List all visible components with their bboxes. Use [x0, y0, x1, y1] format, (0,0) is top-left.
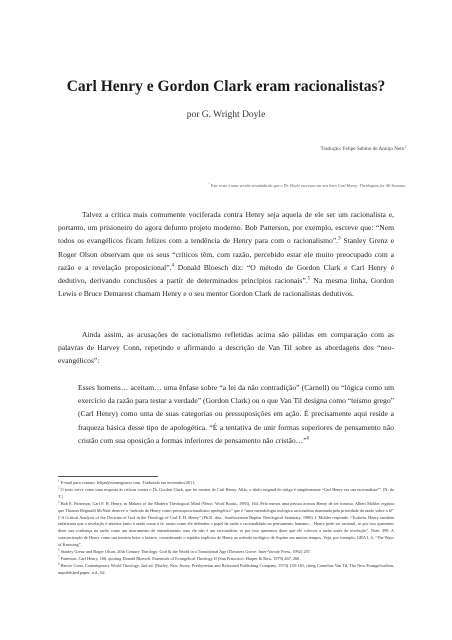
paragraph-text: Na mesma linha, Gordon Lewis e Bruce Demarest chamam Henry e o seu mentor Gordon Clark de racionalistas dedutivos.	[58, 276, 394, 299]
block-quote	[78, 381, 394, 447]
footnote	[58, 501, 394, 549]
article-author: por G. Wright Doyle	[186, 110, 266, 120]
footnote	[58, 555, 394, 566]
paragraph-2	[58, 328, 394, 368]
footnote	[58, 479, 394, 490]
footnote-text: Harvie Conn, Contemporary World Theology, 2nd ed. (Nutley, New Jersey, Presbyterian and Reformed Publishing Company, 1974) 139-140, citing Cornelius Van Til, The New Evangelicalism, unpublished paper, n.d., 62.	[58, 562, 394, 575]
footnote-text: Bob E. Patterson, Carl F. H. Henry, in Makers of the Modern Theological Mind (Waco: Word Books, 1983), 164. Pelo menos uma pessoa acusou Henry de ser tomista. Albert Mohler registra que Thomas Reginald McNeal deserve o “método de Henry como pressuposicionalismo apologético” que é “uma metodologia teológica racionalista dominada pela prioridade da razão sobre a fé” (“A Critical Analysis of the Doctrine of God in the Theology of Carl F. H. Henry” (Ph.D. diss., Southwestern Baptist Theological Seminary, 1986) 1. Mohler responde, “Todavia, Henry também enfatizaria que a revelação é anterior tanto à razão como à fé, assim como ele defendeu o papel da razão e racionalidade no pensamento humano… Henry pode ser racional, se por isso queremos dizer sua confiança na razão como um instrumento de entendimento; mas ele não é um racionalista, se por isso queremos dizer que ele colocou a razão antes da revelação”. Note, 399. A caracterização de Henry como um tomista beira o bizarro, considerando o repúdio explícito de Henry ao método teológico de Aquino em muitos tempos. Veja, por exemplo, GRA I, 4, “The Ways of Knowing”.	[58, 500, 394, 548]
footnote-ref: 5	[307, 276, 311, 282]
footnote-ref: 1	[404, 144, 406, 149]
footnote-number: 3	[58, 500, 60, 504]
footnote-text: O texto serve como uma resposta às críticas contra o Dr. Gordon Clark, que foi mentor de Carl Henry. Aliás, o título original do artigo é simplesmente “Carl Henry era um racionalista?”. [N. do T.]	[58, 486, 394, 499]
paragraph-text: Talvez a crítica mais comumente vociferada contra Henry seja aquela de ele ser um racionalista e, portanto, um prisioneiro do agora defunto projeto moderno. Bob Patterson, por exemplo, escreve que: “Nem todos os evangélicos ficam felizes com a tendência de Henry para com o racionalismo”.	[58, 210, 394, 246]
paragraph-text: Ainda assim, as acusações de racionalismo refletidas acima são pálidas em comparação com as palavras de Harvey Conn, repetindo e afirmando a descrição de Van Til sobre as abordagens dos “neo-evangélicos”:	[58, 330, 394, 366]
footnotes	[58, 480, 394, 577]
footnote-ref: 6	[306, 436, 310, 442]
footnote-text: E-mail para contato: felipe@monergismo.com. Traduzido em novembro/2011.	[60, 480, 196, 485]
paragraph-text: Stanley Grenz e Roger Olson observam que os seus “críticos têm, com razão, percebido estar ele muito preocupado com a razão e a revelação proposicional”.	[58, 236, 394, 272]
footnote-number: 5	[58, 555, 60, 559]
quote-text: Esses homens… aceitam… uma ênfase sobre “a lei da não contradição” (Carnell) ou “lógica como um exercício da razão para testar a verdade” (Gordon Clark) ou o que Van Til designa como “teísmo grego” (Carl Henry) como uma de suas categorias ou pressuposições em ação. É precisamente aqui reside a fraqueza básica desse tipo de apologética. “É a tentativa de unir formas superiores de pensamento não cristão com sua oposição a formas inferiores de pensamento não cristão…”	[78, 383, 394, 445]
footnote-number: 1	[58, 479, 60, 483]
footnote-number: 6	[58, 562, 60, 566]
note-text: Este texto é uma versão resumida do que o Dr. Doyle escreveu em seu livro Carl Henry: Theologian for All Seasons.	[210, 183, 406, 188]
footnote	[58, 563, 394, 577]
footnote-text: Stanley Grenz and Roger Olson, 20th Century Theology: God & the World in a Transitional Age (Downers Grove: Inter-Varsity Press, 1992) 297.	[60, 549, 311, 555]
footnote-ref: 4	[171, 263, 175, 269]
note-marker: *	[208, 182, 210, 186]
footnote	[58, 486, 394, 504]
footnote-divider	[58, 476, 158, 477]
footnote-number: 2	[58, 486, 60, 490]
paragraph-1	[58, 208, 394, 300]
footnote-number: 4	[58, 548, 60, 552]
translator-credit	[321, 146, 407, 152]
footnote-text: Patterson, Carl Henry, 166, quoting Donald Bloesch, Essentials of Evangelical Theology II (San Francisco: Harper & Row, 1979) 267, 268 .	[60, 555, 302, 561]
abridgement-note	[209, 183, 406, 188]
paragraph-text: Donald Bloesch diz: “O método de Gordon Clark e Carl Henry é dedutivo, derivando conclusões a partir de determinados princípios racionais”.	[58, 262, 394, 286]
footnote	[58, 549, 394, 556]
footnote-ref: 3	[338, 236, 341, 242]
translator-text: Tradução: Felipe Sabino de Araújo Neto	[320, 146, 405, 152]
article-title: Carl Henry e Gordon Clark eram racionalistas?	[66, 78, 386, 95]
